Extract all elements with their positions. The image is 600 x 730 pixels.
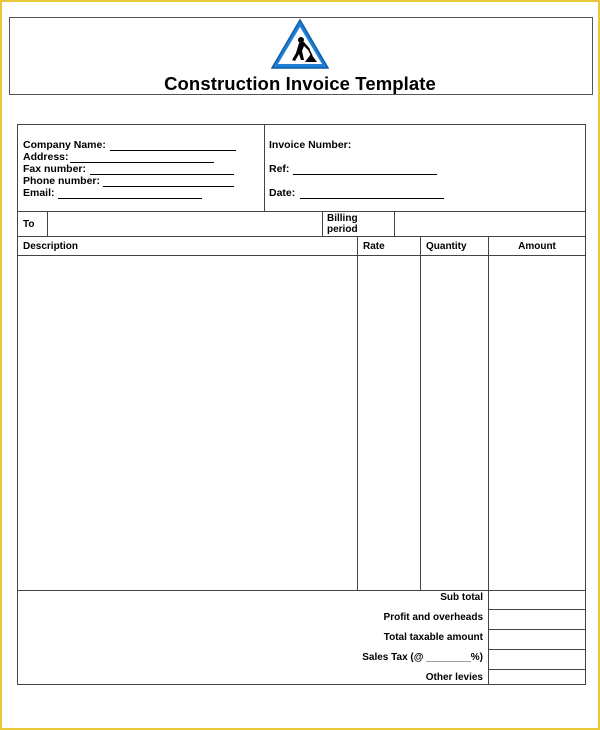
divider: [17, 236, 586, 237]
date-field[interactable]: [300, 198, 444, 199]
billing-period-label: Billing: [327, 213, 358, 224]
other-levies-label: Other levies: [425, 672, 483, 683]
sales-tax-label: Sales Tax (@ ________%): [362, 652, 483, 663]
column-header-amount: Amount: [518, 241, 556, 252]
phone-number-field[interactable]: [103, 186, 234, 187]
address-field[interactable]: [70, 162, 214, 163]
email-label: Email:: [23, 187, 55, 199]
fax-number-label: Fax number:: [23, 163, 87, 175]
fax-number-field[interactable]: [90, 174, 234, 175]
column-header-quantity: Quantity: [426, 241, 467, 252]
sub-total-label: Sub total: [440, 592, 483, 603]
company-name-label: Company Name:: [23, 139, 106, 151]
address-label: Address:: [23, 151, 69, 163]
date-label: Date:: [269, 187, 296, 199]
quantity-area[interactable]: [421, 256, 487, 589]
divider: [264, 124, 265, 211]
description-area[interactable]: [18, 256, 356, 589]
billing-period-field[interactable]: [395, 212, 585, 235]
to-label: To: [23, 219, 35, 230]
profit-overheads-label: Profit and overheads: [383, 612, 483, 623]
column-header-description: Description: [23, 241, 79, 252]
phone-number-label: Phone number:: [23, 175, 101, 187]
email-field[interactable]: [58, 198, 202, 199]
rate-area[interactable]: [358, 256, 419, 589]
divider: [322, 211, 323, 236]
to-field[interactable]: [48, 212, 321, 235]
amount-area[interactable]: [489, 256, 585, 589]
totals-amount-area[interactable]: [489, 591, 585, 684]
invoice-number-label: Invoice Number:: [269, 139, 352, 151]
ref-field[interactable]: [293, 174, 437, 175]
billing-period-label: period: [327, 224, 358, 235]
ref-label: Ref:: [269, 163, 290, 175]
company-name-field[interactable]: [110, 150, 236, 151]
page-title: Construction Invoice Template: [164, 73, 436, 94]
column-header-rate: Rate: [363, 241, 385, 252]
construction-worker-sign-icon: [270, 18, 330, 70]
total-taxable-amount-label: Total taxable amount: [383, 632, 483, 643]
